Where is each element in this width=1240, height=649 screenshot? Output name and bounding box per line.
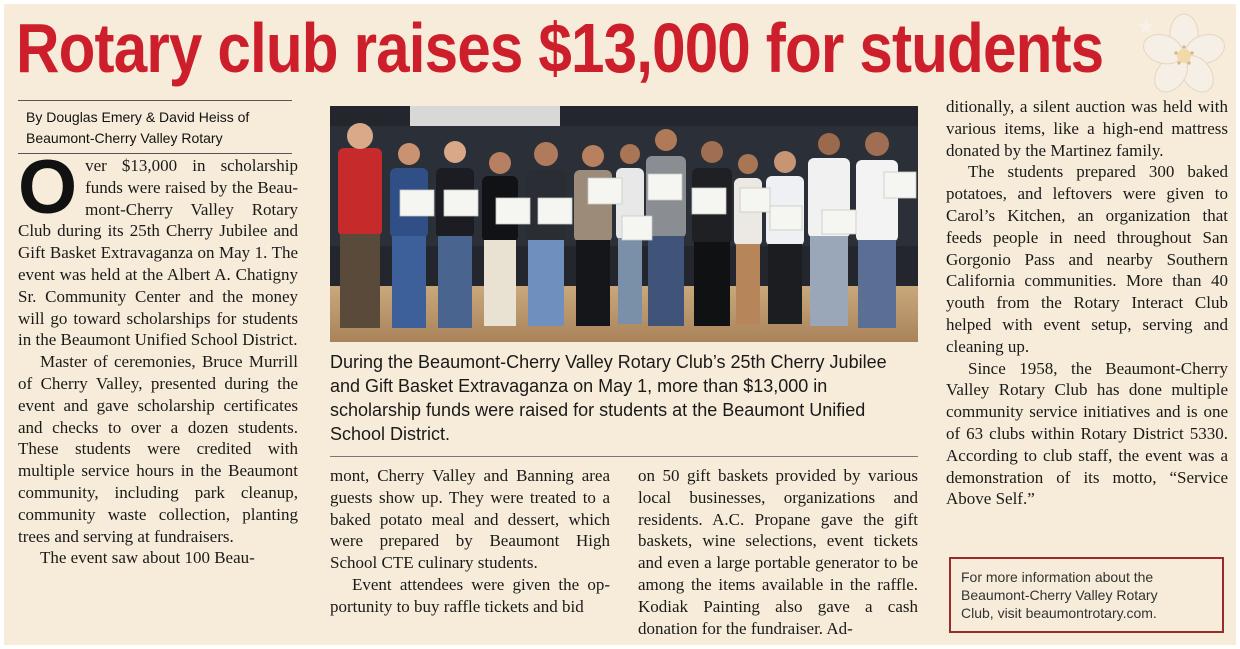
- info-line: For more information about the: [961, 569, 1154, 585]
- paragraph: mont, Cherry Valley and Banning area guests show up. They were treated to a baked potato meal and dessert, which were prepared by Beaumont High School CTE culinary students.: [330, 466, 610, 573]
- paragraph: Event attendees were given the opportunity to buy raffle tickets and bid: [330, 574, 610, 616]
- newspaper-page: [4, 4, 1236, 645]
- paragraph: The event saw about 100 Beau-: [40, 548, 255, 568]
- paragraph: ditionally, a silent auction was held with various items, like a high-end mattress donated by the Martinez family.: [946, 97, 1228, 160]
- paragraph: Master of ceremonies, Bruce Murrill of Cherry Valley, presented during the event and gave scholarship certificates and checks to over a dozen students. These students were credited with multiple service hours in the Beaumont community, including park cleanup, community waste collection, planting trees and serving at fundraisers.: [18, 352, 298, 546]
- article-photo: [330, 106, 918, 342]
- paragraph: The students prepared 300 baked potatoes, and leftovers were given to Carol’s Kitchen, an organization that feeds people in need throughout San Gorgonio Pass and nearby Southern California communities. More than 40 youth from the Rotary Interact Club helped with event setup, serving and cleaning up.: [946, 162, 1228, 356]
- paragraph-text: ver $13,000 in scholarship funds were raised by the Beaumont-Cherry Valley Rotary Club during its 25th Cherry Jubilee and Gift Basket Extravaganza on May 1. The event was held at the Albert A. Chatigny Sr. Community Center and the money will go toward scholarships for students in the Beaumont Unified School District.: [18, 156, 298, 350]
- info-line: Beaumont-Cherry Valley Rotary: [961, 587, 1158, 603]
- cherry-blossom-icon: [1132, 10, 1232, 100]
- info-box: [949, 557, 1224, 633]
- info-line: Club, visit beaumontrotary.com.: [961, 605, 1157, 621]
- photo-caption: During the Beaumont-Cherry Valley Rotary Club’s 25th Cherry Jubilee and Gift Basket Extravaganza on May 1, more than $13,000 in scholarship funds were raised for students at the Beaumont Unified School District.: [330, 352, 887, 444]
- article-column-3: [638, 465, 918, 639]
- students-group-photo: [330, 106, 918, 342]
- article-column-2: [330, 465, 610, 618]
- article-column-1: [18, 145, 298, 569]
- divider: [330, 456, 918, 457]
- headline: Rotary club raises $13,000 for students: [16, 9, 1104, 87]
- article-column-4: [946, 96, 1228, 510]
- drop-cap: O: [18, 145, 78, 230]
- paragraph: [18, 145, 298, 351]
- byline-affiliation: Beaumont-Cherry Valley Rotary: [26, 130, 223, 146]
- byline-authors: By Douglas Emery & David Heiss of: [26, 109, 250, 125]
- paragraph: Since 1958, the Beaumont-Cherry Valley Rotary Club has done multiple community service initiatives and is one of 63 clubs within Rotary District 5330. According to club staff, the event was a demonstration of its motto, “Service Above Self.”: [946, 358, 1228, 509]
- paragraph: on 50 gift baskets provided by various local businesses, organizations and residents. A.C. Propane gave the gift baskets, wine selections, event tickets and even a large portable generator to be among the items available in the raffle. Kodiak Painting also gave a cash donation for the fundraiser. Ad-: [638, 466, 918, 638]
